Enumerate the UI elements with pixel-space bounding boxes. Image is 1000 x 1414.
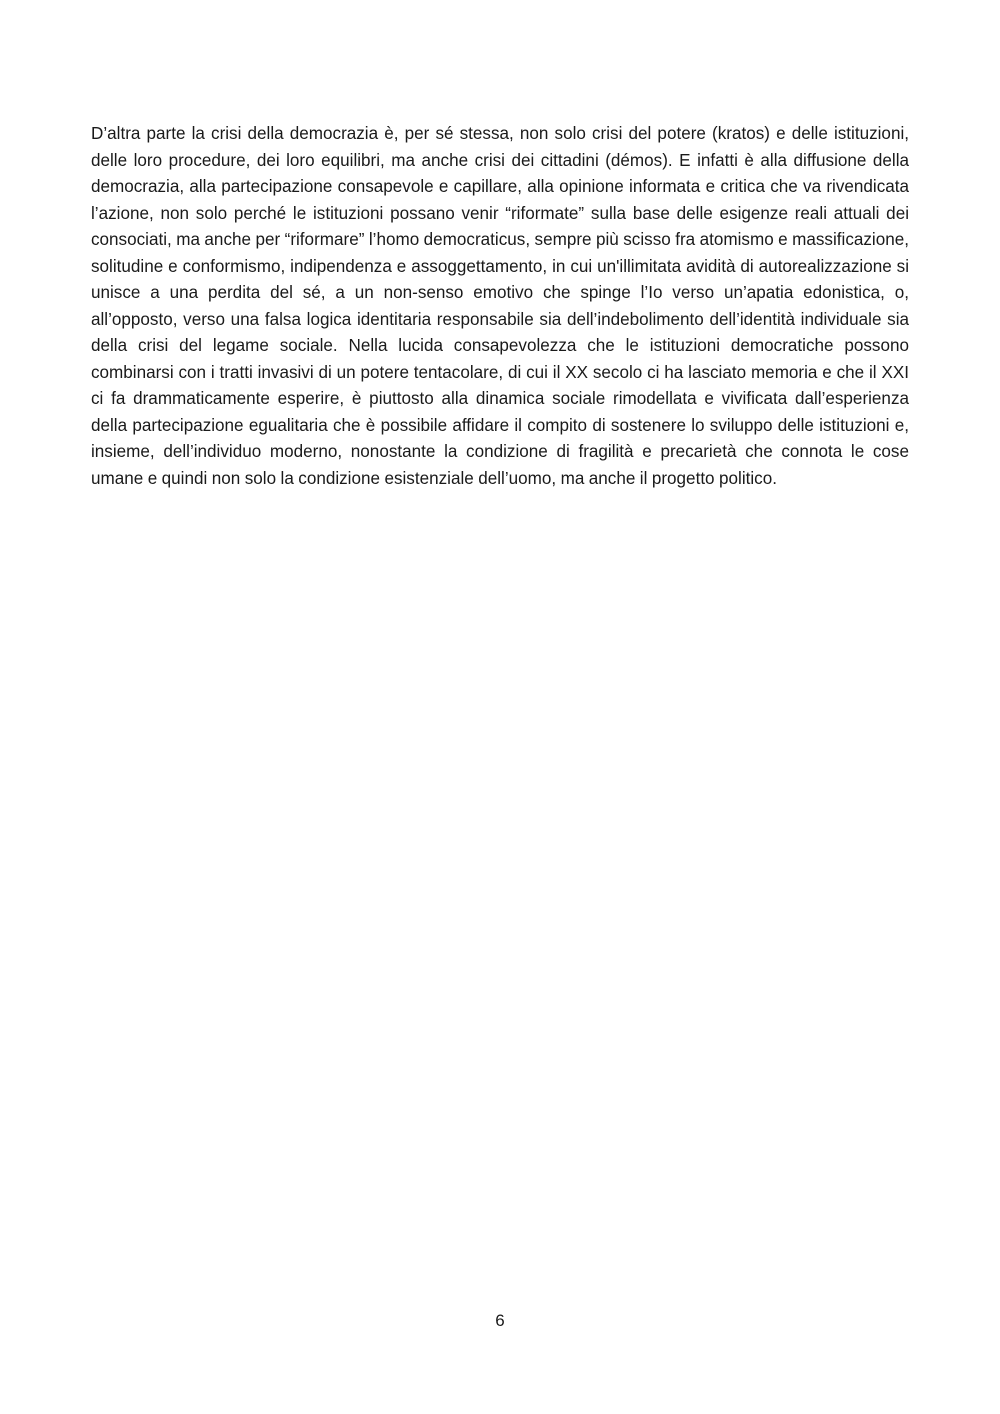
page-number: 6 [495,1311,505,1330]
body-paragraph: D’altra parte la crisi della democrazia è, per sé stessa, non solo crisi del potere (kratos) e delle istituzioni, delle loro procedure, dei loro equilibri, ma anche crisi dei cittadini (démos). E infatti è alla diffusione della democrazia, alla partecipazione consapevole e capillare, alla opinione informata e critica che va rivendicata l’azione, non solo perché le istituzioni possano venir “riformate” sulla base delle esigenze reali attuali dei consociati, ma anche per “riformare” l’homo democraticus, sempre più scisso fra atomismo e massificazione, solitudine e conformismo, indipendenza e assoggettamento, in cui un'illimitata avidità di autorealizzazione si unisce a una perdita del sé, a un non-senso emotivo che spinge l’Io verso un’apatia edonistica, o, all’opposto, verso una falsa logica identitaria responsabile sia dell’indebolimento dell’identità individuale sia della crisi del legame sociale. Nella lucida consapevolezza che le istituzioni democratiche possono combinarsi con i tratti invasivi di un potere tentacolare, di cui il XX secolo ci ha lasciato memoria e che il XXI ci fa drammaticamente esperire, è piuttosto alla dinamica sociale rimodellata e vivificata dall’esperienza della partecipazione egualitaria che è possibile affidare il compito di sostenere lo sviluppo delle istituzioni e, insieme, dell’individuo moderno, nonostante la condizione di fragilità e precarietà che connota le cose umane e quindi non solo la condizione esistenziale dell’uomo, ma anche il progetto politico. [91,124,909,488]
